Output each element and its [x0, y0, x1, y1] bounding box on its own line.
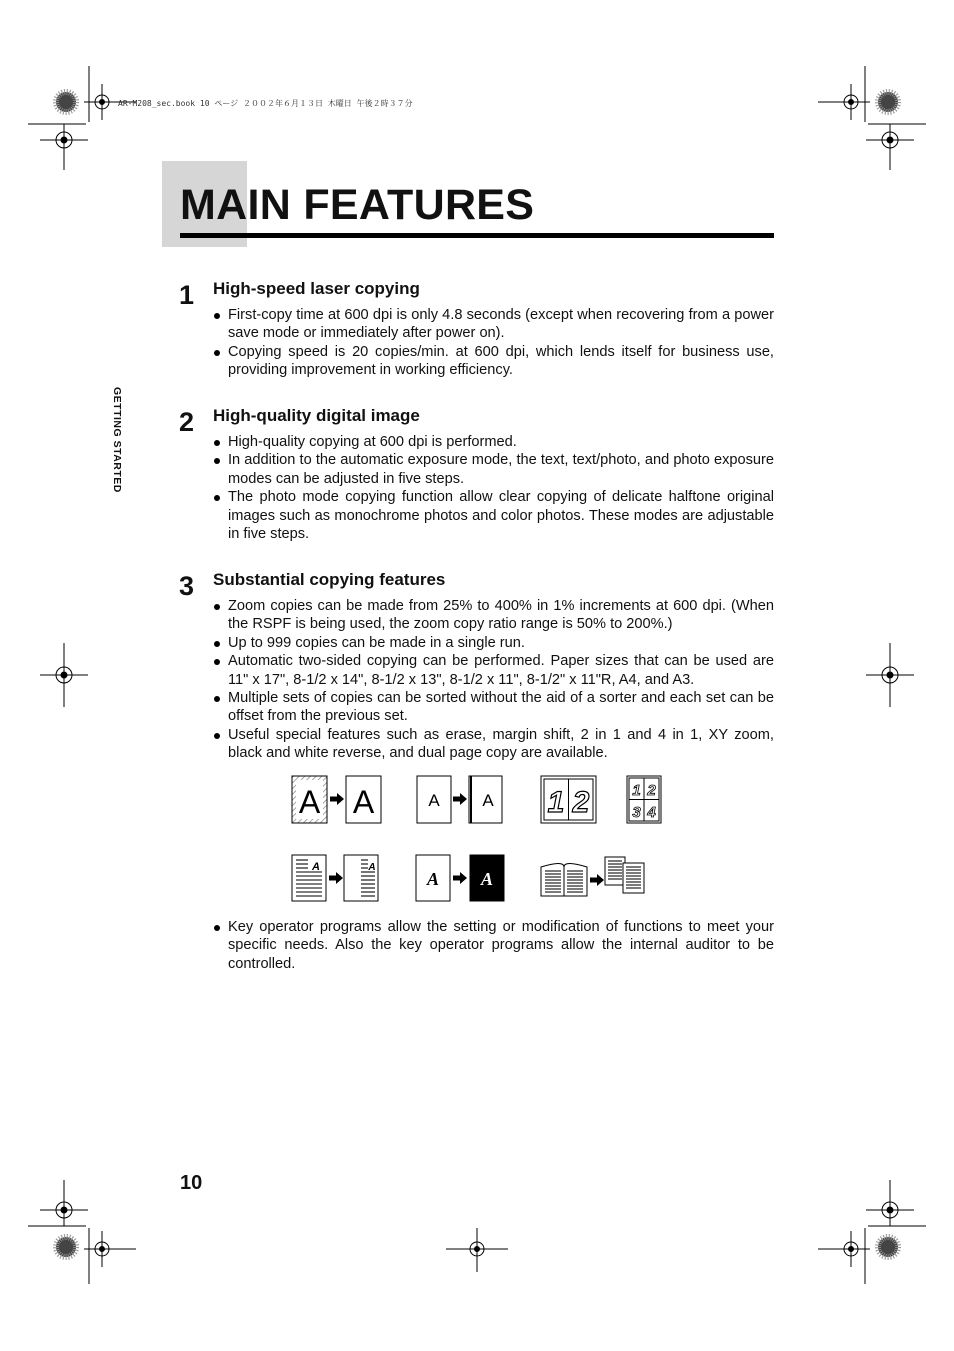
bullet-item: Up to 999 copies can be made in a single run. [213, 634, 774, 652]
margin-shift-illustration [417, 776, 502, 823]
bullet-list [213, 918, 774, 973]
four-in-one-digit: 4 [647, 804, 656, 821]
svg-text:A: A [368, 862, 376, 873]
bullet-item: High-quality copying at 600 dpi is performed. [213, 433, 774, 451]
dual-page-illustration [541, 857, 644, 896]
section-heading: High-quality digital image [213, 406, 420, 425]
two-in-one-illustration [541, 776, 596, 823]
section-heading: Substantial copying features [213, 570, 446, 589]
four-in-one-digit: 3 [632, 804, 641, 821]
bullet-item: Useful special features such as erase, margin shift, 2 in 1 and 4 in 1, XY zoom, black and white reverse, and dual page copy are available. [213, 726, 774, 763]
print-slug: AR-M208_sec.book 10 ページ ２００２年６月１３日 木曜日 午後２時３７分 [118, 99, 413, 108]
margin-letter-after: A [482, 791, 494, 810]
bullet-item: Multiple sets of copies can be sorted without the aid of a sorter and each set can be offset from the previous set. [213, 689, 774, 726]
erase-letter-before: A [298, 784, 321, 820]
page-number: 10 [180, 1172, 203, 1194]
erase-letter-after: A [352, 784, 375, 820]
reverse-illustration [416, 855, 504, 901]
section-number: 1 [179, 280, 195, 310]
reverse-letter-after: A [480, 869, 494, 889]
bullet-item: Zoom copies can be made from 25% to 400% in 1% increments at 600 dpi. (When the RSPF is being used, the zoom copy ratio range is 50% to 200%.) [213, 597, 774, 634]
page-title: MAIN FEATURES [180, 181, 535, 229]
two-in-one-digit: 1 [547, 786, 565, 819]
four-in-one-illustration [627, 776, 661, 823]
bullet-item: The photo mode copying function allow clear copying of delicate halftone original images such as monochrome photos and color photos. These modes are adjustable in five steps. [213, 488, 774, 543]
reverse-letter-before: A [426, 869, 440, 889]
svg-text:A: A [312, 861, 320, 873]
bullet-item: Automatic two-sided copying can be performed. Paper sizes that can be used are 11" x 17", 8-1/2 x 14", 8-1/2 x 13", 8-1/2 x 11", 8-1/2" x 11"R, A4, and A3. [213, 652, 774, 689]
bullet-item: In addition to the automatic exposure mode, the text, text/photo, and photo exposure modes can be adjusted in five steps. [213, 451, 774, 488]
xy-zoom-illustration [292, 855, 378, 901]
four-in-one-digit: 1 [632, 782, 641, 799]
side-tab-label: GETTING STARTED [111, 387, 123, 493]
four-in-one-digit: 2 [647, 782, 656, 799]
section-number: 2 [179, 407, 195, 437]
bullet-item: First-copy time at 600 dpi is only 4.8 seconds (except when recovering from a power save mode or immediately after power on). [213, 306, 774, 343]
bullet-item: Key operator programs allow the setting or modification of functions to meet your specific needs. Also the key operator programs allow the internal auditor to be controlled. [213, 918, 774, 973]
section-heading: High-speed laser copying [213, 279, 420, 298]
erase-illustration [292, 776, 381, 823]
two-in-one-digit: 2 [572, 786, 590, 819]
bullet-item: Copying speed is 20 copies/min. at 600 dpi, which lends itself for business use, providing improvement in working efficiency. [213, 343, 774, 380]
margin-letter-before: A [428, 791, 440, 810]
section-number: 3 [179, 571, 195, 601]
